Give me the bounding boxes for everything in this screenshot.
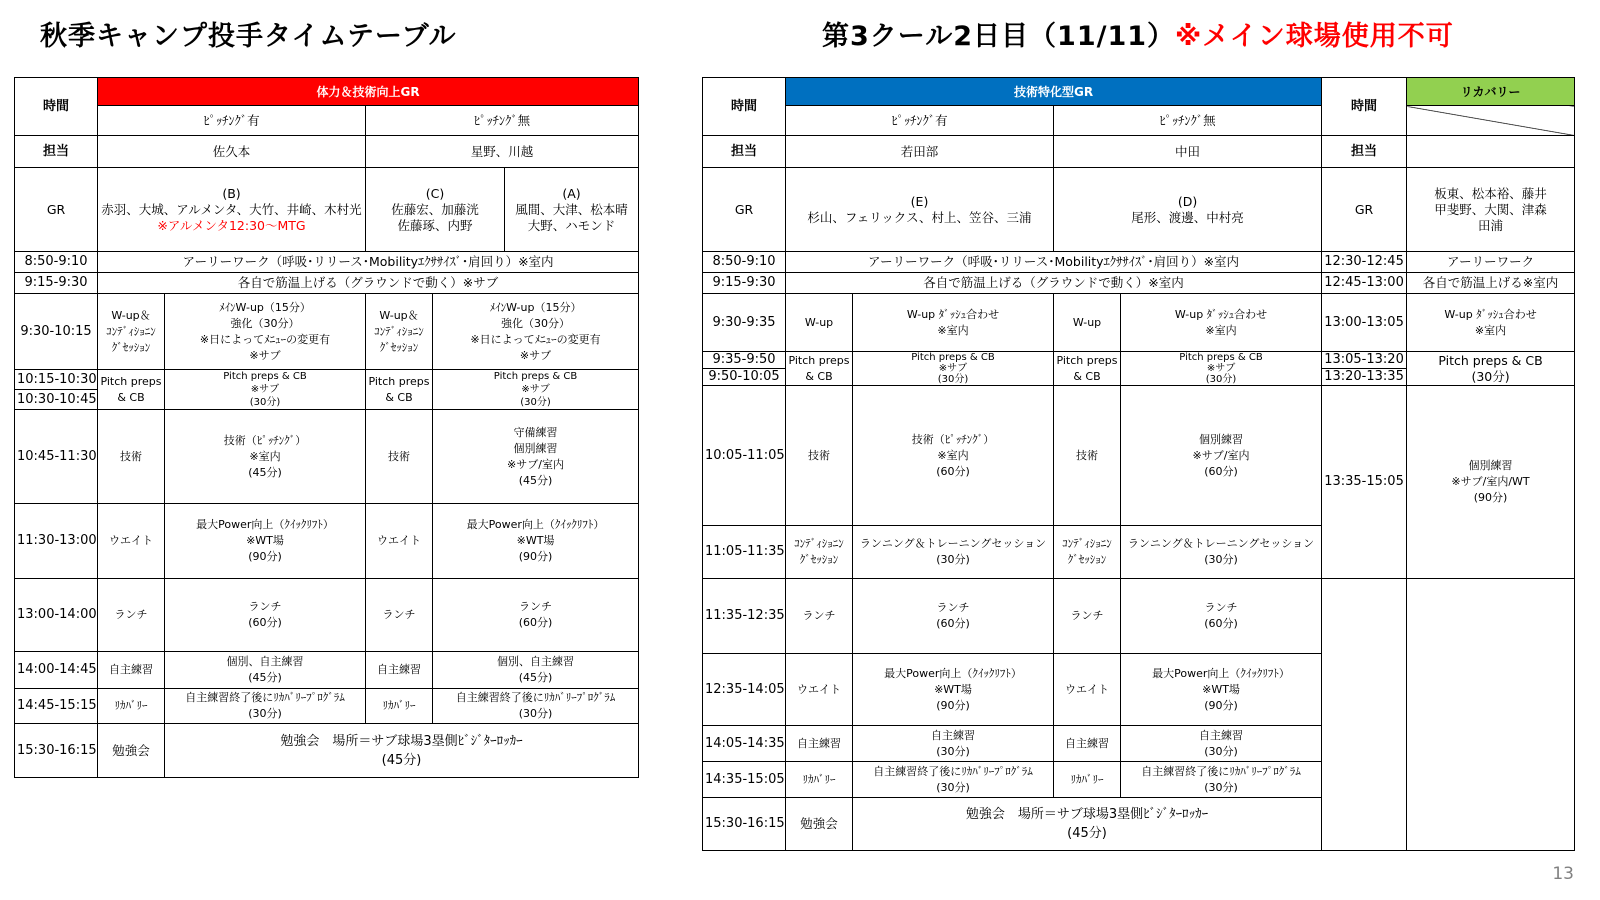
group-b-note: ※アルメンタ12:30～MTG [157, 217, 306, 233]
group-header-recovery: リカバリー [1407, 78, 1575, 106]
recovery-staff [1407, 136, 1575, 168]
cell-detail: ランチ (60分) [433, 579, 639, 652]
staff-label: 担当 [703, 136, 786, 168]
cell-detail: Pitch preps & CB ※サブ (30分) [853, 352, 1054, 386]
cell-detail: 自主練習終了後にﾘｶﾊﾞﾘｰﾌﾟﾛｸﾞﾗﾑ (30分) [853, 762, 1054, 798]
page-title-right [822, 14, 1454, 53]
pitching-yes-header: ﾋﾟｯﾁﾝｸﾞ有 [98, 106, 366, 136]
early-work: アーリーワーク（呼吸･リリース･Mobilityｴｸｻｻｲｽﾞ･肩回り）※室内 [98, 252, 639, 273]
row-time: 15:30-16:15 [15, 724, 98, 778]
staff-pitching-yes: 若田部 [786, 136, 1054, 168]
recovery-early-work: アーリーワーク [1407, 252, 1575, 273]
cell-detail: 自主練習終了後にﾘｶﾊﾞﾘｰﾌﾟﾛｸﾞﾗﾑ (30分) [433, 689, 639, 724]
time-header: 時間 [15, 78, 98, 136]
cell-detail: 最大Power向上（ｸｲｯｸﾘﾌﾄ） ※WT場 (90分) [853, 654, 1054, 726]
title-warning: ※メイン球場使用不可 [1175, 21, 1454, 52]
row-time: 11:05-11:35 [703, 526, 786, 579]
cell-activity: Pitch preps & CB [366, 370, 433, 410]
recovery-gr-label: GR [1322, 168, 1407, 252]
cell-detail: ランニング＆トレーニングセッション (30分) [1121, 526, 1322, 579]
row-time: 13:00-14:00 [15, 579, 98, 652]
recovery-row-time: 13:00-13:05 [1322, 294, 1407, 352]
cell-detail: ランニング＆トレーニングセッション (30分) [853, 526, 1054, 579]
group-e: (E) 杉山、フェリックス、村上、笠谷、三浦 [786, 168, 1054, 252]
row-time: 9:30-9:35 [703, 294, 786, 352]
pitching-no-header: ﾋﾟｯﾁﾝｸﾞ無 [366, 106, 639, 136]
cell-activity: ｺﾝﾃﾞｨｼｮﾆﾝ ｸﾞｾｯｼｮﾝ [1054, 526, 1121, 579]
row-time: 9:15-9:30 [703, 273, 786, 294]
cell-activity: 自主練習 [1054, 726, 1121, 762]
row-time: 14:05-14:35 [703, 726, 786, 762]
row-time: 11:30-13:00 [15, 504, 98, 579]
cell-activity: 技術 [366, 410, 433, 504]
recovery-row-time: 12:45-13:00 [1322, 273, 1407, 294]
row-time: 10:45-11:30 [15, 410, 98, 504]
cell-detail: 最大Power向上（ｸｲｯｸﾘﾌﾄ） ※WT場 (90分) [433, 504, 639, 579]
cell-activity: W-up＆ ｺﾝﾃﾞｨｼｮﾆﾝ ｸﾞｾｯｼｮﾝ [98, 294, 165, 370]
cell-detail: 自主練習 (30分) [853, 726, 1054, 762]
cell-activity: ランチ [786, 579, 853, 654]
row-time: 9:35-9:50 [703, 352, 786, 369]
cell-detail: W-up ﾀﾞｯｼｭ合わせ ※室内 [1121, 294, 1322, 352]
left-timetable [14, 77, 639, 778]
cell-detail: 最大Power向上（ｸｲｯｸﾘﾌﾄ） ※WT場 (90分) [1121, 654, 1322, 726]
recovery-warm-up: 各自で筋温上げる※室内 [1407, 273, 1575, 294]
gr-label: GR [15, 168, 98, 252]
cell-detail: 個別練習 ※サブ/室内 (60分) [1121, 386, 1322, 526]
row-time: 14:45-15:15 [15, 689, 98, 724]
staff-pitching-no: 中田 [1054, 136, 1322, 168]
row-time: 8:50-9:10 [703, 252, 786, 273]
group-header-physical: 体力＆技術向上GR [98, 78, 639, 106]
group-d: (D) 尾形、渡邊、中村亮 [1054, 168, 1322, 252]
time-header: 時間 [703, 78, 786, 136]
recovery-empty-area [1407, 579, 1575, 851]
cell-detail: ﾒｲﾝW-up（15分） 強化（30分） ※日によってﾒﾆｭｰの変更有 ※サブ [165, 294, 366, 370]
row-time: 9:50-10:05 [703, 369, 786, 386]
cell-detail: 最大Power向上（ｸｲｯｸﾘﾌﾄ） ※WT場 (90分) [165, 504, 366, 579]
row-time: 9:30-10:15 [15, 294, 98, 370]
cell-activity: 技術 [1054, 386, 1121, 526]
cell-activity: W-up [1054, 294, 1121, 352]
pitching-yes-header: ﾋﾟｯﾁﾝｸﾞ有 [786, 106, 1054, 136]
study-session: 勉強会 場所＝サブ球場3塁側ﾋﾞｼﾞﾀｰﾛｯｶｰ (45分) [165, 724, 639, 778]
recovery-row-time: 13:20-13:35 [1322, 369, 1407, 386]
group-b [98, 168, 366, 252]
recovery-row-time: 13:35-15:05 [1322, 386, 1407, 579]
cell-activity: ｺﾝﾃﾞｨｼｮﾆﾝ ｸﾞｾｯｼｮﾝ [786, 526, 853, 579]
cell-activity: ランチ [98, 579, 165, 652]
cell-activity: W-up [786, 294, 853, 352]
cell-activity: 自主練習 [98, 652, 165, 689]
row-time: 14:00-14:45 [15, 652, 98, 689]
cell-detail: 技術（ﾋﾟｯﾁﾝｸﾞ） ※室内 (45分) [165, 410, 366, 504]
recovery-staff-label: 担当 [1322, 136, 1407, 168]
cell-detail: 個別、自主練習 (45分) [433, 652, 639, 689]
recovery-empty-area [1322, 579, 1407, 851]
row-time: 11:35-12:35 [703, 579, 786, 654]
cell-detail: ランチ (60分) [853, 579, 1054, 654]
cell-detail: 自主練習終了後にﾘｶﾊﾞﾘｰﾌﾟﾛｸﾞﾗﾑ (30分) [165, 689, 366, 724]
cell-detail: ランチ (60分) [1121, 579, 1322, 654]
cell-activity: 勉強会 [786, 798, 853, 851]
cell-activity: ウエイト [366, 504, 433, 579]
recovery-detail: 個別練習 ※サブ/室内/WT (90分) [1407, 386, 1575, 579]
cell-activity: Pitch preps & CB [1054, 352, 1121, 386]
cell-activity: Pitch preps & CB [786, 352, 853, 386]
cell-detail: ﾒｲﾝW-up（15分） 強化（30分） ※日によってﾒﾆｭｰの変更有 ※サブ [433, 294, 639, 370]
cell-detail: W-up ﾀﾞｯｼｭ合わせ ※室内 [853, 294, 1054, 352]
cell-detail: 個別、自主練習 (45分) [165, 652, 366, 689]
row-time: 10:05-11:05 [703, 386, 786, 526]
group-b-members: (B) 赤羽、大城、アルメンタ、大竹、井崎、木村光 [101, 185, 362, 217]
group-a: (A) 風間、大津、松本晴 大野、ハモンド [505, 168, 639, 252]
cell-activity: ﾘｶﾊﾞﾘｰ [1054, 762, 1121, 798]
cell-activity: 自主練習 [786, 726, 853, 762]
title-date: 第3クール2日目（11/11） [822, 21, 1176, 52]
cell-activity: 勉強会 [98, 724, 165, 778]
cell-activity: ﾘｶﾊﾞﾘｰ [366, 689, 433, 724]
cell-activity: ランチ [1054, 579, 1121, 654]
cell-activity: ランチ [366, 579, 433, 652]
cell-activity: 技術 [98, 410, 165, 504]
row-time: 10:30-10:45 [15, 390, 98, 410]
cell-detail: Pitch preps & CB ※サブ (30分) [165, 370, 366, 410]
page-number: 13 [1552, 864, 1574, 884]
cell-detail: ランチ (60分) [165, 579, 366, 652]
cell-detail: 守備練習 個別練習 ※サブ/室内 (45分) [433, 410, 639, 504]
early-work: アーリーワーク（呼吸･リリース･Mobilityｴｸｻｻｲｽﾞ･肩回り）※室内 [786, 252, 1322, 273]
cell-activity: W-up＆ ｺﾝﾃﾞｨｼｮﾆﾝ ｸﾞｾｯｼｮﾝ [366, 294, 433, 370]
row-time: 12:35-14:05 [703, 654, 786, 726]
cell-detail: 自主練習 (30分) [1121, 726, 1322, 762]
recovery-group: 板東、松本裕、藤井 甲斐野、大関、津森 田浦 [1407, 168, 1575, 252]
pitching-no-header: ﾋﾟｯﾁﾝｸﾞ無 [1054, 106, 1322, 136]
page-title-left: 秋季キャンプ投手タイムテーブル [40, 21, 457, 52]
cell-activity: ウエイト [1054, 654, 1121, 726]
cell-activity: Pitch preps & CB [98, 370, 165, 410]
cell-detail: Pitch preps & CB ※サブ (30分) [433, 370, 639, 410]
right-timetable [702, 77, 1575, 851]
group-header-technical: 技術特化型GR [786, 78, 1322, 106]
warm-up-muscles: 各自で筋温上げる（グラウンドで動く）※室内 [786, 273, 1322, 294]
recovery-row-time: 12:30-12:45 [1322, 252, 1407, 273]
group-c: (C) 佐藤宏、加藤洸 佐藤琢、内野 [366, 168, 505, 252]
recovery-time-header: 時間 [1322, 78, 1407, 136]
cell-activity: ウエイト [98, 504, 165, 579]
staff-pitching-yes: 佐久本 [98, 136, 366, 168]
row-time: 8:50-9:10 [15, 252, 98, 273]
recovery-blank-cell [1407, 106, 1575, 136]
warm-up-muscles: 各自で筋温上げる（グラウンドで動く）※サブ [98, 273, 639, 294]
cell-detail: Pitch preps & CB ※サブ (30分) [1121, 352, 1322, 386]
cell-activity: ﾘｶﾊﾞﾘｰ [98, 689, 165, 724]
staff-pitching-no: 星野、川越 [366, 136, 639, 168]
cell-activity: 自主練習 [366, 652, 433, 689]
recovery-detail: Pitch preps & CB (30分) [1407, 352, 1575, 386]
cell-detail: 自主練習終了後にﾘｶﾊﾞﾘｰﾌﾟﾛｸﾞﾗﾑ (30分) [1121, 762, 1322, 798]
study-session: 勉強会 場所＝サブ球場3塁側ﾋﾞｼﾞﾀｰﾛｯｶｰ (45分) [853, 798, 1322, 851]
row-time: 14:35-15:05 [703, 762, 786, 798]
gr-label: GR [703, 168, 786, 252]
cell-activity: ﾘｶﾊﾞﾘｰ [786, 762, 853, 798]
staff-label: 担当 [15, 136, 98, 168]
row-time: 10:15-10:30 [15, 370, 98, 390]
row-time: 15:30-16:15 [703, 798, 786, 851]
row-time: 9:15-9:30 [15, 273, 98, 294]
cell-activity: 技術 [786, 386, 853, 526]
cell-activity: ウエイト [786, 654, 853, 726]
recovery-row-time: 13:05-13:20 [1322, 352, 1407, 369]
recovery-detail: W-up ﾀﾞｯｼｭ合わせ ※室内 [1407, 294, 1575, 352]
cell-detail: 技術（ﾋﾟｯﾁﾝｸﾞ） ※室内 (60分) [853, 386, 1054, 526]
